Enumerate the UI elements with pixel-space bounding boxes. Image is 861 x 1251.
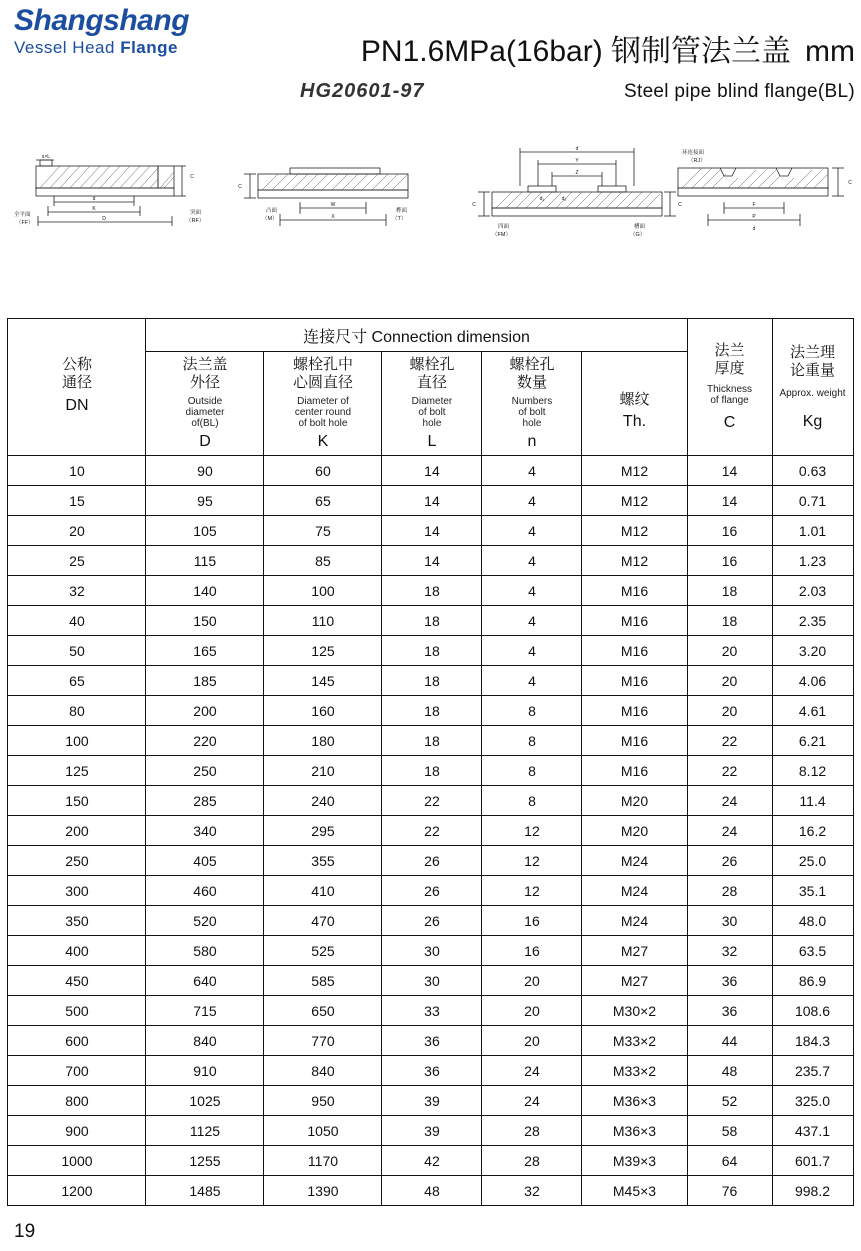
cell-outside-diameter: 715 [146,996,264,1026]
cell-bolt-hole-number: 16 [482,906,582,936]
svg-text:W: W [330,202,336,208]
cell-bolt-hole-diameter: 14 [382,516,482,546]
cell-bolt-circle: 125 [264,636,382,666]
cell-thickness: 24 [687,816,772,846]
cell-outside-diameter: 285 [146,786,264,816]
cell-bolt-hole-diameter: 14 [382,486,482,516]
cell-bolt-circle: 210 [264,756,382,786]
table-row [8,576,853,606]
cell-thread: M20 [582,816,687,846]
cell-outside-diameter: 105 [146,516,264,546]
cell-weight: 63.5 [772,936,853,966]
cell-outside-diameter: 165 [146,636,264,666]
cell-bolt-hole-diameter: 18 [382,636,482,666]
cell-weight: 108.6 [772,996,853,1026]
cell-bolt-hole-number: 24 [482,1086,582,1116]
cell-bolt-hole-diameter: 39 [382,1116,482,1146]
cell-thread: M16 [582,606,687,636]
table-row [8,666,853,696]
svg-text:C: C [190,174,194,180]
cell-bolt-hole-diameter: 30 [382,966,482,996]
cell-dn: 600 [8,1026,146,1056]
cell-dn: 50 [8,636,146,666]
svg-text:Z: Z [575,170,579,176]
cell-bolt-hole-diameter: 18 [382,726,482,756]
cell-dn: 700 [8,1056,146,1086]
cell-thread: M12 [582,456,687,486]
svg-text:槽面: 槽面 [634,224,646,230]
header-cell-weight: 法兰理 论重量 Approx. weight Kg [772,319,853,456]
table-row [8,516,853,546]
cell-dn: 80 [8,696,146,726]
table-row [8,906,853,936]
cell-weight: 601.7 [772,1146,853,1176]
cell-dn: 125 [8,756,146,786]
cell-bolt-hole-number: 4 [482,606,582,636]
svg-text:（T）: （T） [392,216,407,222]
cell-bolt-circle: 240 [264,786,382,816]
cell-bolt-hole-number: 12 [482,876,582,906]
cell-bolt-hole-number: 8 [482,786,582,816]
cell-outside-diameter: 250 [146,756,264,786]
header-cell-outside-diameter: 法兰盖 外径 Outside diameter of(BL) D [146,352,264,456]
cell-thickness: 16 [687,516,772,546]
cell-thread: M16 [582,696,687,726]
table-row [8,1176,853,1206]
table-row [8,696,853,726]
svg-text:（RF）: （RF） [186,218,205,224]
svg-text:X: X [331,214,335,220]
svg-text:C: C [472,202,476,208]
cell-thread: M12 [582,546,687,576]
cell-outside-diameter: 150 [146,606,264,636]
table-row [8,966,853,996]
cell-bolt-hole-diameter: 18 [382,696,482,726]
cell-bolt-hole-diameter: 36 [382,1056,482,1086]
cell-bolt-circle: 410 [264,876,382,906]
cell-bolt-hole-diameter: 48 [382,1176,482,1206]
cell-dn: 300 [8,876,146,906]
header-cell-bolt-circle: 螺栓孔中 心圆直径 Diameter of center round of bolt hole K [264,352,382,456]
cell-thickness: 14 [687,456,772,486]
cell-bolt-circle: 60 [264,456,382,486]
cell-weight: 184.3 [772,1026,853,1056]
cell-bolt-hole-number: 4 [482,486,582,516]
cell-thread: M27 [582,966,687,996]
flange-dimension-table [7,318,853,1206]
cell-bolt-hole-number: 28 [482,1146,582,1176]
cell-dn: 450 [8,966,146,996]
cell-bolt-circle: 295 [264,816,382,846]
table-row [8,996,853,1026]
table-row [8,876,853,906]
table-row [8,1056,853,1086]
cell-weight: 25.0 [772,846,853,876]
drawing-ring-joint [668,138,858,258]
svg-text:d1: $d_1$ [539,196,545,202]
cell-thickness: 18 [687,606,772,636]
svg-text:P: P [752,214,756,220]
cell-bolt-hole-number: 4 [482,666,582,696]
cell-bolt-hole-diameter: 36 [382,1026,482,1056]
table-row [8,1026,853,1056]
cell-dn: 1200 [8,1176,146,1206]
cell-thickness: 52 [687,1086,772,1116]
table-row [8,846,853,876]
technical-drawings [0,138,861,288]
cell-weight: 998.2 [772,1176,853,1206]
cell-bolt-circle: 950 [264,1086,382,1116]
cell-bolt-circle: 470 [264,906,382,936]
svg-text:（M）: （M） [262,216,278,222]
cell-weight: 235.7 [772,1056,853,1086]
cell-outside-diameter: 1125 [146,1116,264,1146]
cell-bolt-circle: 65 [264,486,382,516]
cell-outside-diameter: 405 [146,846,264,876]
cell-dn: 800 [8,1086,146,1116]
header-cell-thread: 螺纹 Th. [582,352,687,456]
header-connection-dimension: 连接尺寸 Connection dimension [146,319,687,352]
cell-weight: 6.21 [772,726,853,756]
cell-thread: M16 [582,726,687,756]
cell-dn: 900 [8,1116,146,1146]
cell-bolt-hole-diameter: 42 [382,1146,482,1176]
cell-outside-diameter: 910 [146,1056,264,1086]
cell-bolt-hole-diameter: 18 [382,606,482,636]
cell-thread: M20 [582,786,687,816]
cell-bolt-hole-diameter: 26 [382,906,482,936]
drawing-full-face-raised-face [14,138,219,258]
cell-bolt-hole-diameter: 26 [382,846,482,876]
cell-thickness: 18 [687,576,772,606]
company-logo [14,4,214,58]
logo-subtitle-right: Flange [120,38,178,57]
cell-thread: M16 [582,666,687,696]
cell-weight: 0.71 [772,486,853,516]
cell-thread: M45×3 [582,1176,687,1206]
drawing-female-groove [468,138,683,258]
cell-thread: M27 [582,936,687,966]
drawing-male-tongue [230,138,435,258]
header-dn-cn-line2: 通径 [61,374,92,392]
cell-thread: M33×2 [582,1026,687,1056]
cell-dn: 40 [8,606,146,636]
cell-outside-diameter: 1485 [146,1176,264,1206]
table-row [8,726,853,756]
cell-bolt-hole-number: 20 [482,1026,582,1056]
svg-text:突面: 突面 [190,210,202,216]
cell-thread: M36×3 [582,1086,687,1116]
cell-weight: 4.61 [772,696,853,726]
cell-thickness: 48 [687,1056,772,1086]
cell-bolt-hole-diameter: 30 [382,936,482,966]
cell-outside-diameter: 460 [146,876,264,906]
cell-bolt-circle: 100 [264,576,382,606]
cell-bolt-circle: 1050 [264,1116,382,1146]
cell-dn: 200 [8,816,146,846]
cell-outside-diameter: 90 [146,456,264,486]
cell-weight: 2.35 [772,606,853,636]
cell-weight: 1.01 [772,516,853,546]
cell-outside-diameter: 580 [146,936,264,966]
cell-bolt-circle: 85 [264,546,382,576]
cell-thickness: 64 [687,1146,772,1176]
table-row [8,756,853,786]
table-row [8,1116,853,1146]
cell-weight: 86.9 [772,966,853,996]
cell-bolt-circle: 840 [264,1056,382,1086]
logo-subtitle [14,38,214,58]
svg-text:C: C [678,202,682,208]
table-body [8,456,853,1206]
svg-text:（FM）: （FM） [492,232,511,238]
cell-outside-diameter: 200 [146,696,264,726]
cell-thread: M12 [582,486,687,516]
cell-bolt-circle: 160 [264,696,382,726]
svg-text:d: d [575,146,579,152]
table-row [8,1086,853,1116]
cell-thread: M24 [582,876,687,906]
table-row [8,606,853,636]
cell-weight: 4.06 [772,666,853,696]
cell-dn: 1000 [8,1146,146,1176]
cell-weight: 35.1 [772,876,853,906]
cell-outside-diameter: 1255 [146,1146,264,1176]
cell-bolt-hole-number: 4 [482,456,582,486]
cell-bolt-hole-number: 12 [482,846,582,876]
cell-dn: 250 [8,846,146,876]
cell-dn: 500 [8,996,146,1026]
cell-weight: 16.2 [772,816,853,846]
cell-bolt-circle: 145 [264,666,382,696]
cell-bolt-hole-number: 4 [482,576,582,606]
cell-thickness: 20 [687,666,772,696]
svg-text:全平面: 全平面 [14,212,31,218]
cell-bolt-hole-diameter: 22 [382,816,482,846]
cell-bolt-hole-number: 24 [482,1056,582,1086]
header-cell-thickness: 法兰 厚度 Thickness of flange C [687,319,772,456]
svg-text:榫面: 榫面 [396,208,408,214]
cell-thickness: 22 [687,756,772,786]
cell-dn: 32 [8,576,146,606]
cell-outside-diameter: 640 [146,966,264,996]
svg-text:K: K [92,206,96,212]
svg-text:（FF）: （FF） [16,220,34,226]
table-row [8,546,853,576]
cell-dn: 25 [8,546,146,576]
cell-thickness: 36 [687,996,772,1026]
header-dn-cn-line1: 公称 [61,356,92,374]
table-row [8,936,853,966]
cell-outside-diameter: 115 [146,546,264,576]
cell-thickness: 22 [687,726,772,756]
cell-bolt-hole-diameter: 26 [382,876,482,906]
cell-outside-diameter: 95 [146,486,264,516]
cell-bolt-hole-number: 12 [482,816,582,846]
table-row [8,786,853,816]
cell-thread: M24 [582,906,687,936]
svg-text:四面: 四面 [498,224,510,230]
table-row [8,456,853,486]
cell-thickness: 26 [687,846,772,876]
page-header [0,0,861,110]
cell-thread: M16 [582,636,687,666]
svg-text:凸面: 凸面 [266,208,278,214]
cell-bolt-circle: 1390 [264,1176,382,1206]
cell-weight: 2.03 [772,576,853,606]
table-row [8,1146,853,1176]
logo-brand-text: Shangshang [14,4,190,37]
cell-weight: 8.12 [772,756,853,786]
logo-subtitle-left: Vessel Head [14,38,115,57]
title-block [300,26,855,103]
table-row [8,816,853,846]
cell-dn: 15 [8,486,146,516]
cell-weight: 325.0 [772,1086,853,1116]
cell-bolt-circle: 650 [264,996,382,1026]
cell-thickness: 28 [687,876,772,906]
cell-dn: 65 [8,666,146,696]
svg-text:（G）: （G） [630,232,646,238]
cell-bolt-circle: 180 [264,726,382,756]
svg-text:d2: $d_2$ [561,196,567,202]
page-title-en: Steel pipe blind flange(BL) [624,81,855,102]
cell-bolt-circle: 770 [264,1026,382,1056]
cell-bolt-hole-diameter: 14 [382,456,482,486]
cell-weight: 437.1 [772,1116,853,1146]
cell-thread: M33×2 [582,1056,687,1086]
cell-thickness: 24 [687,786,772,816]
cell-thickness: 20 [687,636,772,666]
svg-text:d: d [92,196,96,202]
cell-bolt-hole-diameter: 33 [382,996,482,1026]
table-row [8,486,853,516]
cell-bolt-hole-diameter: 18 [382,666,482,696]
cell-weight: 3.20 [772,636,853,666]
cell-outside-diameter: 340 [146,816,264,846]
cell-bolt-circle: 585 [264,966,382,996]
cell-outside-diameter: 520 [146,906,264,936]
cell-dn: 350 [8,906,146,936]
cell-weight: 48.0 [772,906,853,936]
header-dn-symbol: DN [65,397,89,415]
svg-text:环连接面: 环连接面 [682,150,705,156]
cell-outside-diameter: 140 [146,576,264,606]
cell-bolt-hole-number: 16 [482,936,582,966]
cell-outside-diameter: 840 [146,1026,264,1056]
unit-label: mm [805,35,855,68]
cell-weight: 11.4 [772,786,853,816]
cell-bolt-hole-diameter: 22 [382,786,482,816]
cell-thickness: 36 [687,966,772,996]
svg-text:D: D [102,216,106,222]
header-cell-bolt-hole-diameter: 螺栓孔 直径 Diameter of bolt hole L [382,352,482,456]
svg-text:C: C [848,180,852,186]
cell-thread: M39×3 [582,1146,687,1176]
cell-thread: M16 [582,576,687,606]
cell-dn: 400 [8,936,146,966]
cell-thread: M36×3 [582,1116,687,1146]
cell-thickness: 30 [687,906,772,936]
cell-bolt-hole-number: 4 [482,636,582,666]
cell-bolt-hole-diameter: 39 [382,1086,482,1116]
cell-bolt-hole-number: 8 [482,696,582,726]
header-cell-bolt-hole-number: 螺栓孔 数量 Numbers of bolt hole n [482,352,582,456]
cell-bolt-hole-diameter: 18 [382,576,482,606]
cell-bolt-hole-number: 28 [482,1116,582,1146]
svg-text:C: C [238,184,242,190]
header-cell-dn [8,319,146,456]
cell-dn: 20 [8,516,146,546]
cell-bolt-hole-number: 20 [482,996,582,1026]
cell-thread: M12 [582,516,687,546]
cell-bolt-circle: 75 [264,516,382,546]
svg-text:s×L: s×L [41,154,51,160]
cell-bolt-circle: 110 [264,606,382,636]
cell-dn: 100 [8,726,146,756]
cell-bolt-hole-number: 8 [482,756,582,786]
cell-bolt-hole-number: 32 [482,1176,582,1206]
cell-thickness: 58 [687,1116,772,1146]
cell-thickness: 16 [687,546,772,576]
page-number: 19 [14,1221,36,1242]
cell-bolt-hole-number: 4 [482,516,582,546]
table-row [8,636,853,666]
cell-thickness: 20 [687,696,772,726]
svg-text:（RJ）: （RJ） [688,158,706,164]
cell-outside-diameter: 220 [146,726,264,756]
cell-thread: M24 [582,846,687,876]
svg-text:F: F [752,202,756,208]
cell-thickness: 32 [687,936,772,966]
cell-bolt-hole-diameter: 18 [382,756,482,786]
cell-weight: 1.23 [772,546,853,576]
cell-bolt-hole-number: 4 [482,546,582,576]
cell-bolt-circle: 1170 [264,1146,382,1176]
cell-outside-diameter: 1025 [146,1086,264,1116]
cell-thread: M16 [582,756,687,786]
cell-outside-diameter: 185 [146,666,264,696]
cell-thickness: 44 [687,1026,772,1056]
svg-text:Y: Y [575,158,579,164]
cell-weight: 0.63 [772,456,853,486]
page-title-cn: PN1.6MPa(16bar) 钢制管法兰盖 [360,35,792,68]
cell-bolt-circle: 525 [264,936,382,966]
svg-text:d: d [752,226,756,232]
cell-bolt-circle: 355 [264,846,382,876]
cell-bolt-hole-number: 8 [482,726,582,756]
cell-bolt-hole-diameter: 14 [382,546,482,576]
cell-thickness: 14 [687,486,772,516]
cell-thickness: 76 [687,1176,772,1206]
standard-code: HG20601-97 [300,80,425,102]
cell-dn: 150 [8,786,146,816]
cell-thread: M30×2 [582,996,687,1026]
cell-bolt-hole-number: 20 [482,966,582,996]
cell-dn: 10 [8,456,146,486]
